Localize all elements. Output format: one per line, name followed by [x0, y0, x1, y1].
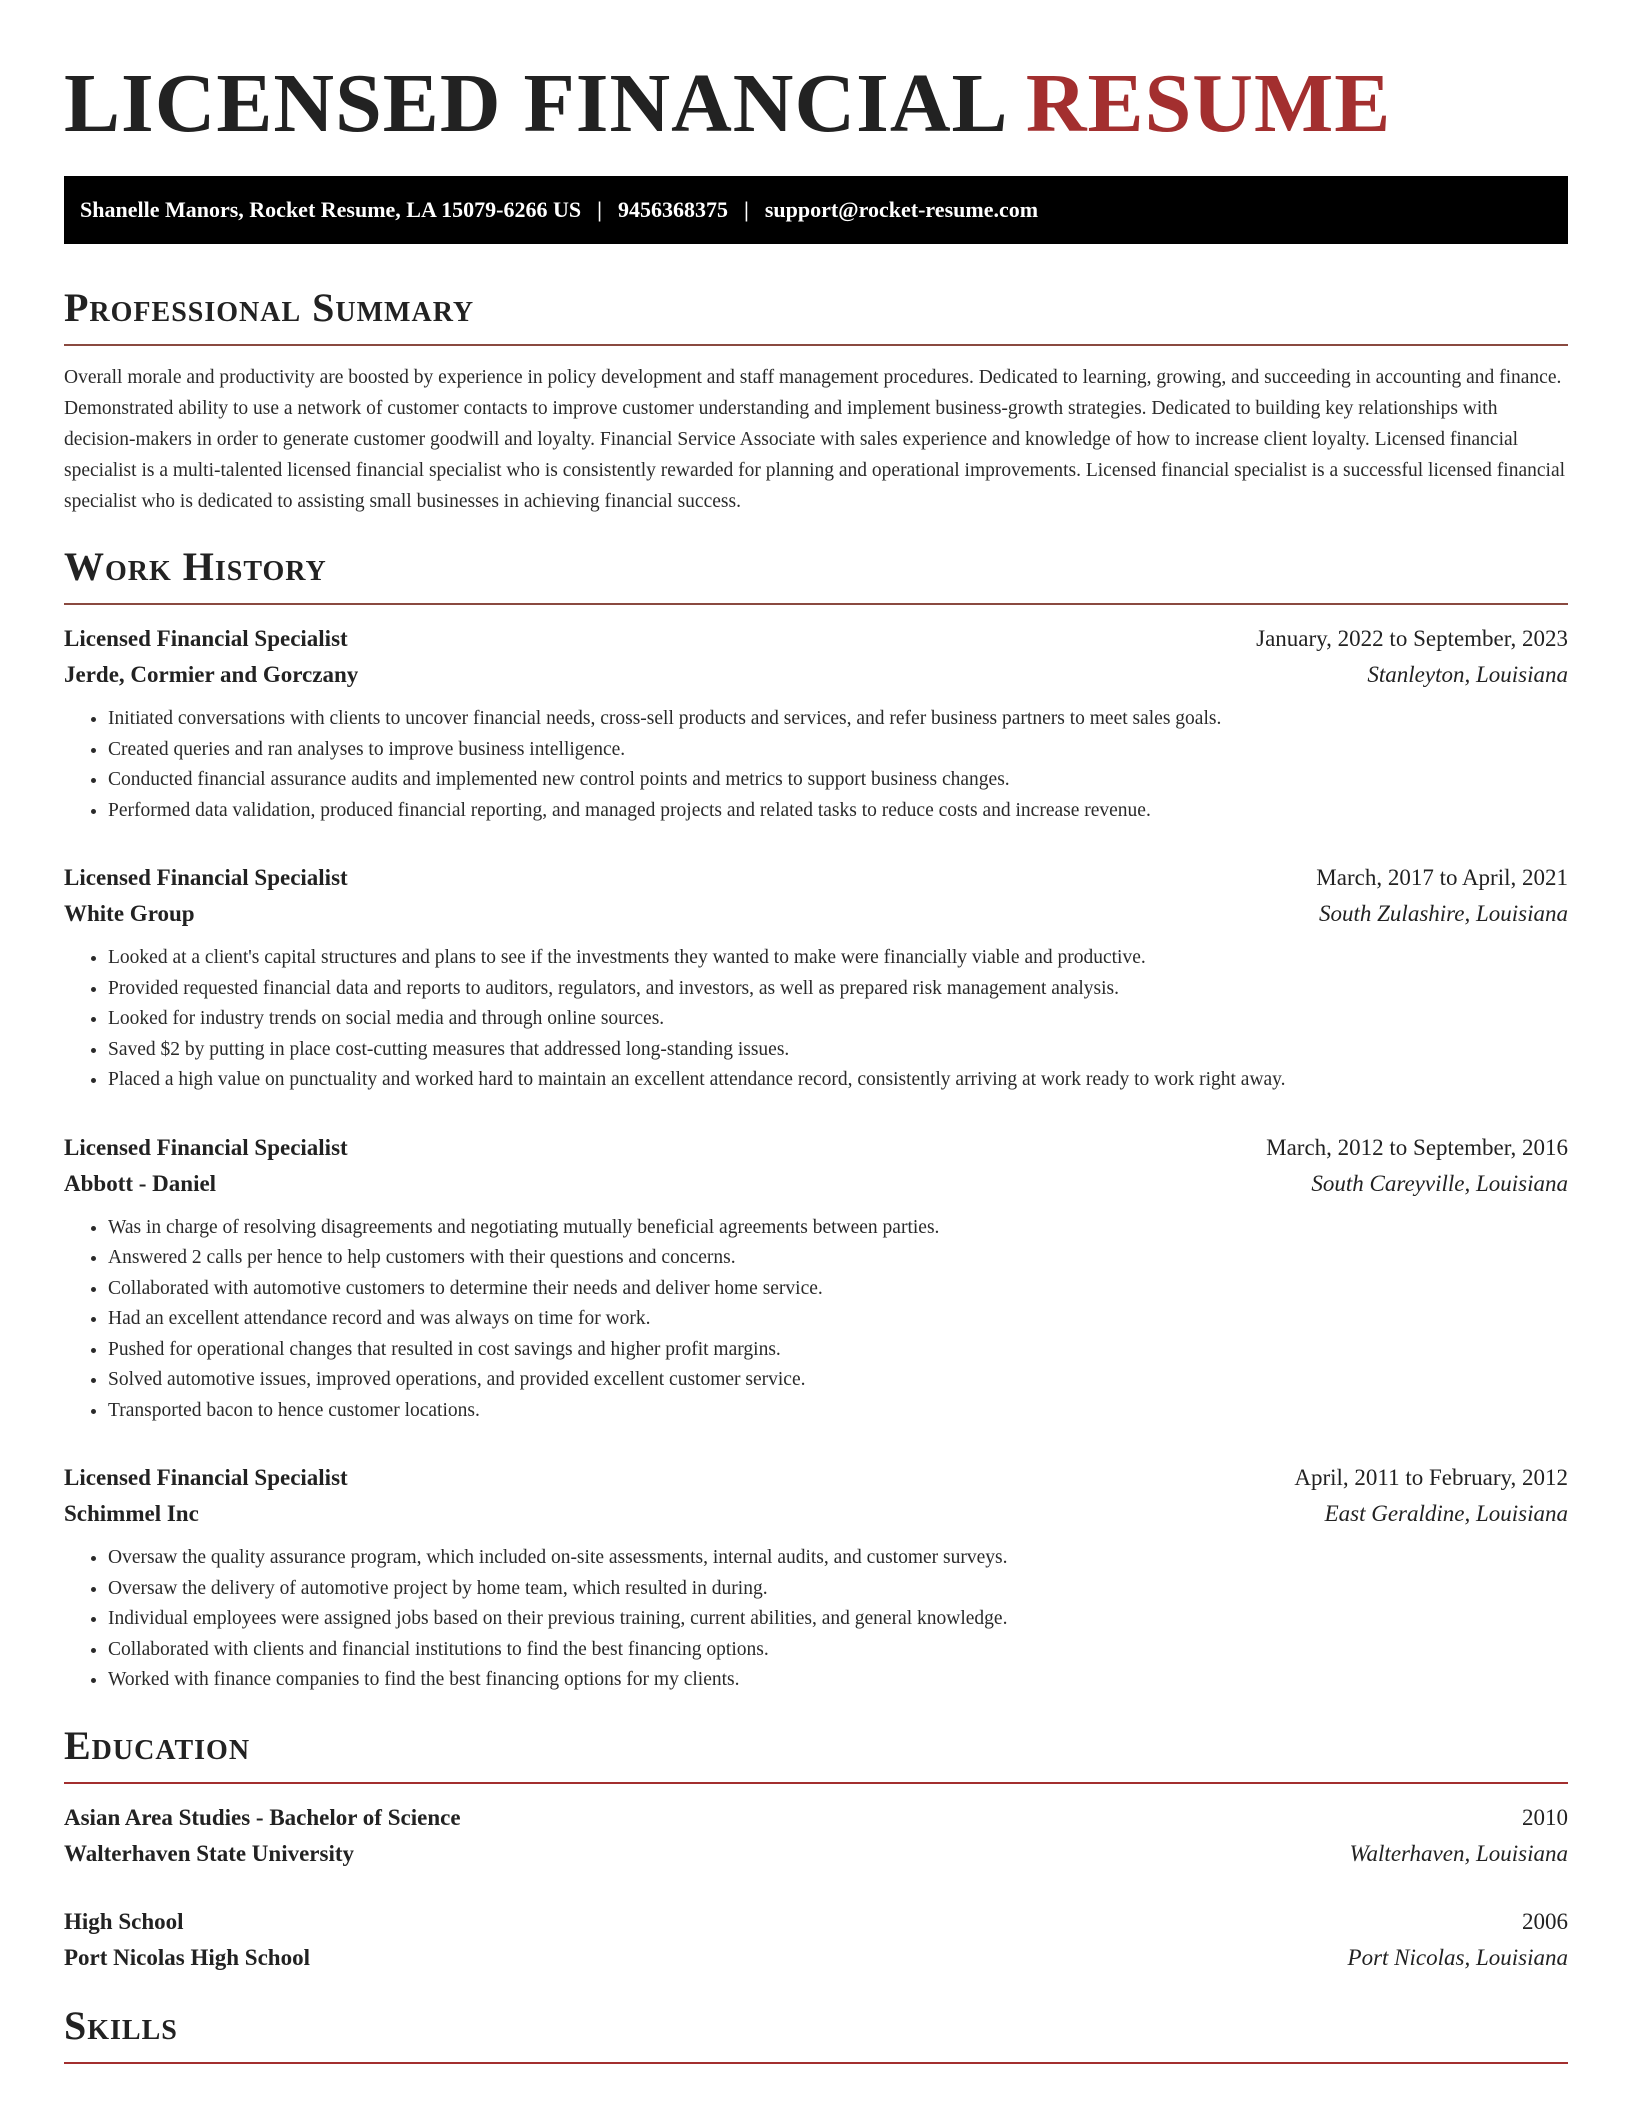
- job-header-row: [64, 621, 1568, 657]
- education-degree: High School: [64, 1908, 184, 1934]
- job-dates: March, 2012 to September, 2016: [1266, 1134, 1568, 1160]
- job-location: South Zulashire, Louisiana: [1319, 901, 1568, 926]
- job-dates: March, 2017 to April, 2021: [1316, 865, 1568, 890]
- job-dates: January, 2022 to September, 2023: [1256, 626, 1568, 651]
- job-bullet: • Placed a high value on punctuality and worked hard to maintain an excellent attendance record, consistently arriving at work ready to work right away.: [108, 1065, 1568, 1096]
- job-header-row: [64, 860, 1568, 896]
- job-header-row: [64, 1460, 1568, 1496]
- education-degree-row: [64, 1904, 1568, 1940]
- job-bullet: • Saved $2 by putting in place cost-cutting measures that addressed long-standing issues.: [108, 1035, 1568, 1066]
- contact-phone: 9456368375: [617, 197, 728, 222]
- job-entry: [64, 1460, 1568, 1696]
- education-school: Port Nicolas High School: [64, 1944, 310, 1970]
- education-entry: [64, 1800, 1568, 1872]
- job-location: East Geraldine, Louisiana: [1324, 1501, 1568, 1526]
- education-school: Walterhaven State University: [64, 1840, 355, 1866]
- job-bullets: [64, 1213, 1568, 1427]
- job-bullet: • Individual employees were assigned jobs based on their previous training, current abilities, and general knowledge.: [108, 1604, 1568, 1635]
- job-title: Licensed Financial Specialist: [64, 1134, 348, 1160]
- job-bullet: • Created queries and ran analyses to improve business intelligence.: [108, 735, 1568, 766]
- education-year: 2010: [1522, 1804, 1568, 1830]
- education-location: Port Nicolas, Louisiana: [1347, 1944, 1568, 1970]
- contact-email: support@rocket-resume.com: [764, 197, 1039, 222]
- job-entry: [64, 621, 1568, 826]
- work-history-section: [64, 543, 1568, 1696]
- job-bullet: • Conducted financial assurance audits and implemented new control points and metrics to support business changes.: [108, 765, 1568, 796]
- job-company-row: [64, 657, 1568, 693]
- job-location: Stanleyton, Louisiana: [1367, 662, 1568, 687]
- education-degree: Asian Area Studies - Bachelor of Science: [64, 1804, 461, 1830]
- job-company: Schimmel Inc: [64, 1501, 199, 1526]
- resume-title: [64, 0, 1568, 150]
- job-location: South Careyville, Louisiana: [1311, 1170, 1568, 1196]
- job-entry: [64, 1130, 1568, 1427]
- job-title: Licensed Financial Specialist: [64, 1465, 348, 1490]
- job-header-row: [64, 1130, 1568, 1166]
- job-company: Jerde, Cormier and Gorczany: [64, 662, 359, 687]
- summary-heading: Professional Summary: [64, 284, 1568, 346]
- job-bullet: • Had an excellent attendance record and was always on time for work.: [108, 1304, 1568, 1335]
- contact-bar: [64, 176, 1568, 244]
- job-dates: April, 2011 to February, 2012: [1294, 1465, 1568, 1490]
- title-main: LICENSED FINANCIAL: [64, 57, 1004, 150]
- job-company-row: [64, 1496, 1568, 1532]
- job-bullet: • Collaborated with clients and financial institutions to find the best financing options.: [108, 1635, 1568, 1666]
- skills-section: [64, 2002, 1568, 2064]
- job-bullets: [64, 1543, 1568, 1696]
- job-bullet: • Was in charge of resolving disagreements and negotiating mutually beneficial agreements between parties.: [108, 1213, 1568, 1244]
- job-bullet: • Worked with finance companies to find the best financing options for my clients.: [108, 1665, 1568, 1696]
- job-bullet: • Pushed for operational changes that resulted in cost savings and higher profit margins.: [108, 1335, 1568, 1366]
- job-bullet: • Solved automotive issues, improved operations, and provided excellent customer service.: [108, 1365, 1568, 1396]
- job-bullet: • Provided requested financial data and reports to auditors, regulators, and investors, as well as prepared risk management analysis.: [108, 974, 1568, 1005]
- education-entry: [64, 1904, 1568, 1976]
- title-accent: RESUME: [1025, 57, 1392, 150]
- skills-heading: Skills: [64, 2002, 1568, 2064]
- job-bullets: [64, 943, 1568, 1096]
- job-company: White Group: [64, 901, 195, 926]
- job-company-row: [64, 1166, 1568, 1202]
- job-company: Abbott - Daniel: [64, 1170, 217, 1196]
- contact-separator: |: [743, 197, 749, 222]
- job-title: Licensed Financial Specialist: [64, 865, 348, 890]
- job-bullet: • Initiated conversations with clients to uncover financial needs, cross-sell products and services, and refer business partners to meet sales goals.: [108, 704, 1568, 735]
- contact-separator: |: [597, 197, 602, 222]
- contact-address: Shanelle Manors, Rocket Resume, LA 15079-6266 US: [80, 197, 582, 222]
- education-year: 2006: [1522, 1908, 1568, 1934]
- education-school-row: [64, 1836, 1568, 1872]
- education-degree-row: [64, 1800, 1568, 1836]
- job-bullets: [64, 704, 1568, 826]
- work-history-heading: Work History: [64, 543, 1568, 605]
- summary-section: [64, 284, 1568, 517]
- job-bullet: • Collaborated with automotive customers to determine their needs and deliver home service.: [108, 1274, 1568, 1305]
- job-company-row: [64, 896, 1568, 932]
- job-bullet: • Looked at a client's capital structures and plans to see if the investments they wanted to make were financially viable and productive.: [108, 943, 1568, 974]
- job-bullet: • Performed data validation, produced financial reporting, and managed projects and related tasks to reduce costs and increase revenue.: [108, 796, 1568, 827]
- summary-text: Overall morale and productivity are boosted by experience in policy development and staff management procedures. Dedicated to learning, growing, and succeeding in accounting and finance. Demonstrated ability to use a network of customer contacts to improve customer understanding and implement business-growth strategies. Dedicated to building key relationships with decision-makers in order to generate customer goodwill and loyalty. Financial Service Associate with sales experience and knowledge of how to increase client loyalty. Licensed financial specialist is a multi-talented licensed financial specialist who is consistently rewarded for planning and operational improvements. Licensed financial specialist is a successful licensed financial specialist who is dedicated to assisting small businesses in achieving financial success.: [64, 367, 1566, 512]
- job-bullet: • Oversaw the quality assurance program, which included on-site assessments, internal audits, and customer surveys.: [108, 1543, 1568, 1574]
- job-bullet: • Transported bacon to hence customer locations.: [108, 1396, 1568, 1427]
- job-entry: [64, 860, 1568, 1096]
- job-bullet: • Looked for industry trends on social media and through online sources.: [108, 1004, 1568, 1035]
- education-section: [64, 1722, 1568, 1976]
- job-bullet: • Answered 2 calls per hence to help customers with their questions and concerns.: [108, 1243, 1568, 1274]
- education-location: Walterhaven, Louisiana: [1349, 1840, 1568, 1866]
- job-title: Licensed Financial Specialist: [64, 626, 348, 651]
- education-heading: Education: [64, 1722, 1568, 1784]
- job-bullet: • Oversaw the delivery of automotive project by home team, which resulted in during.: [108, 1574, 1568, 1605]
- education-school-row: [64, 1940, 1568, 1976]
